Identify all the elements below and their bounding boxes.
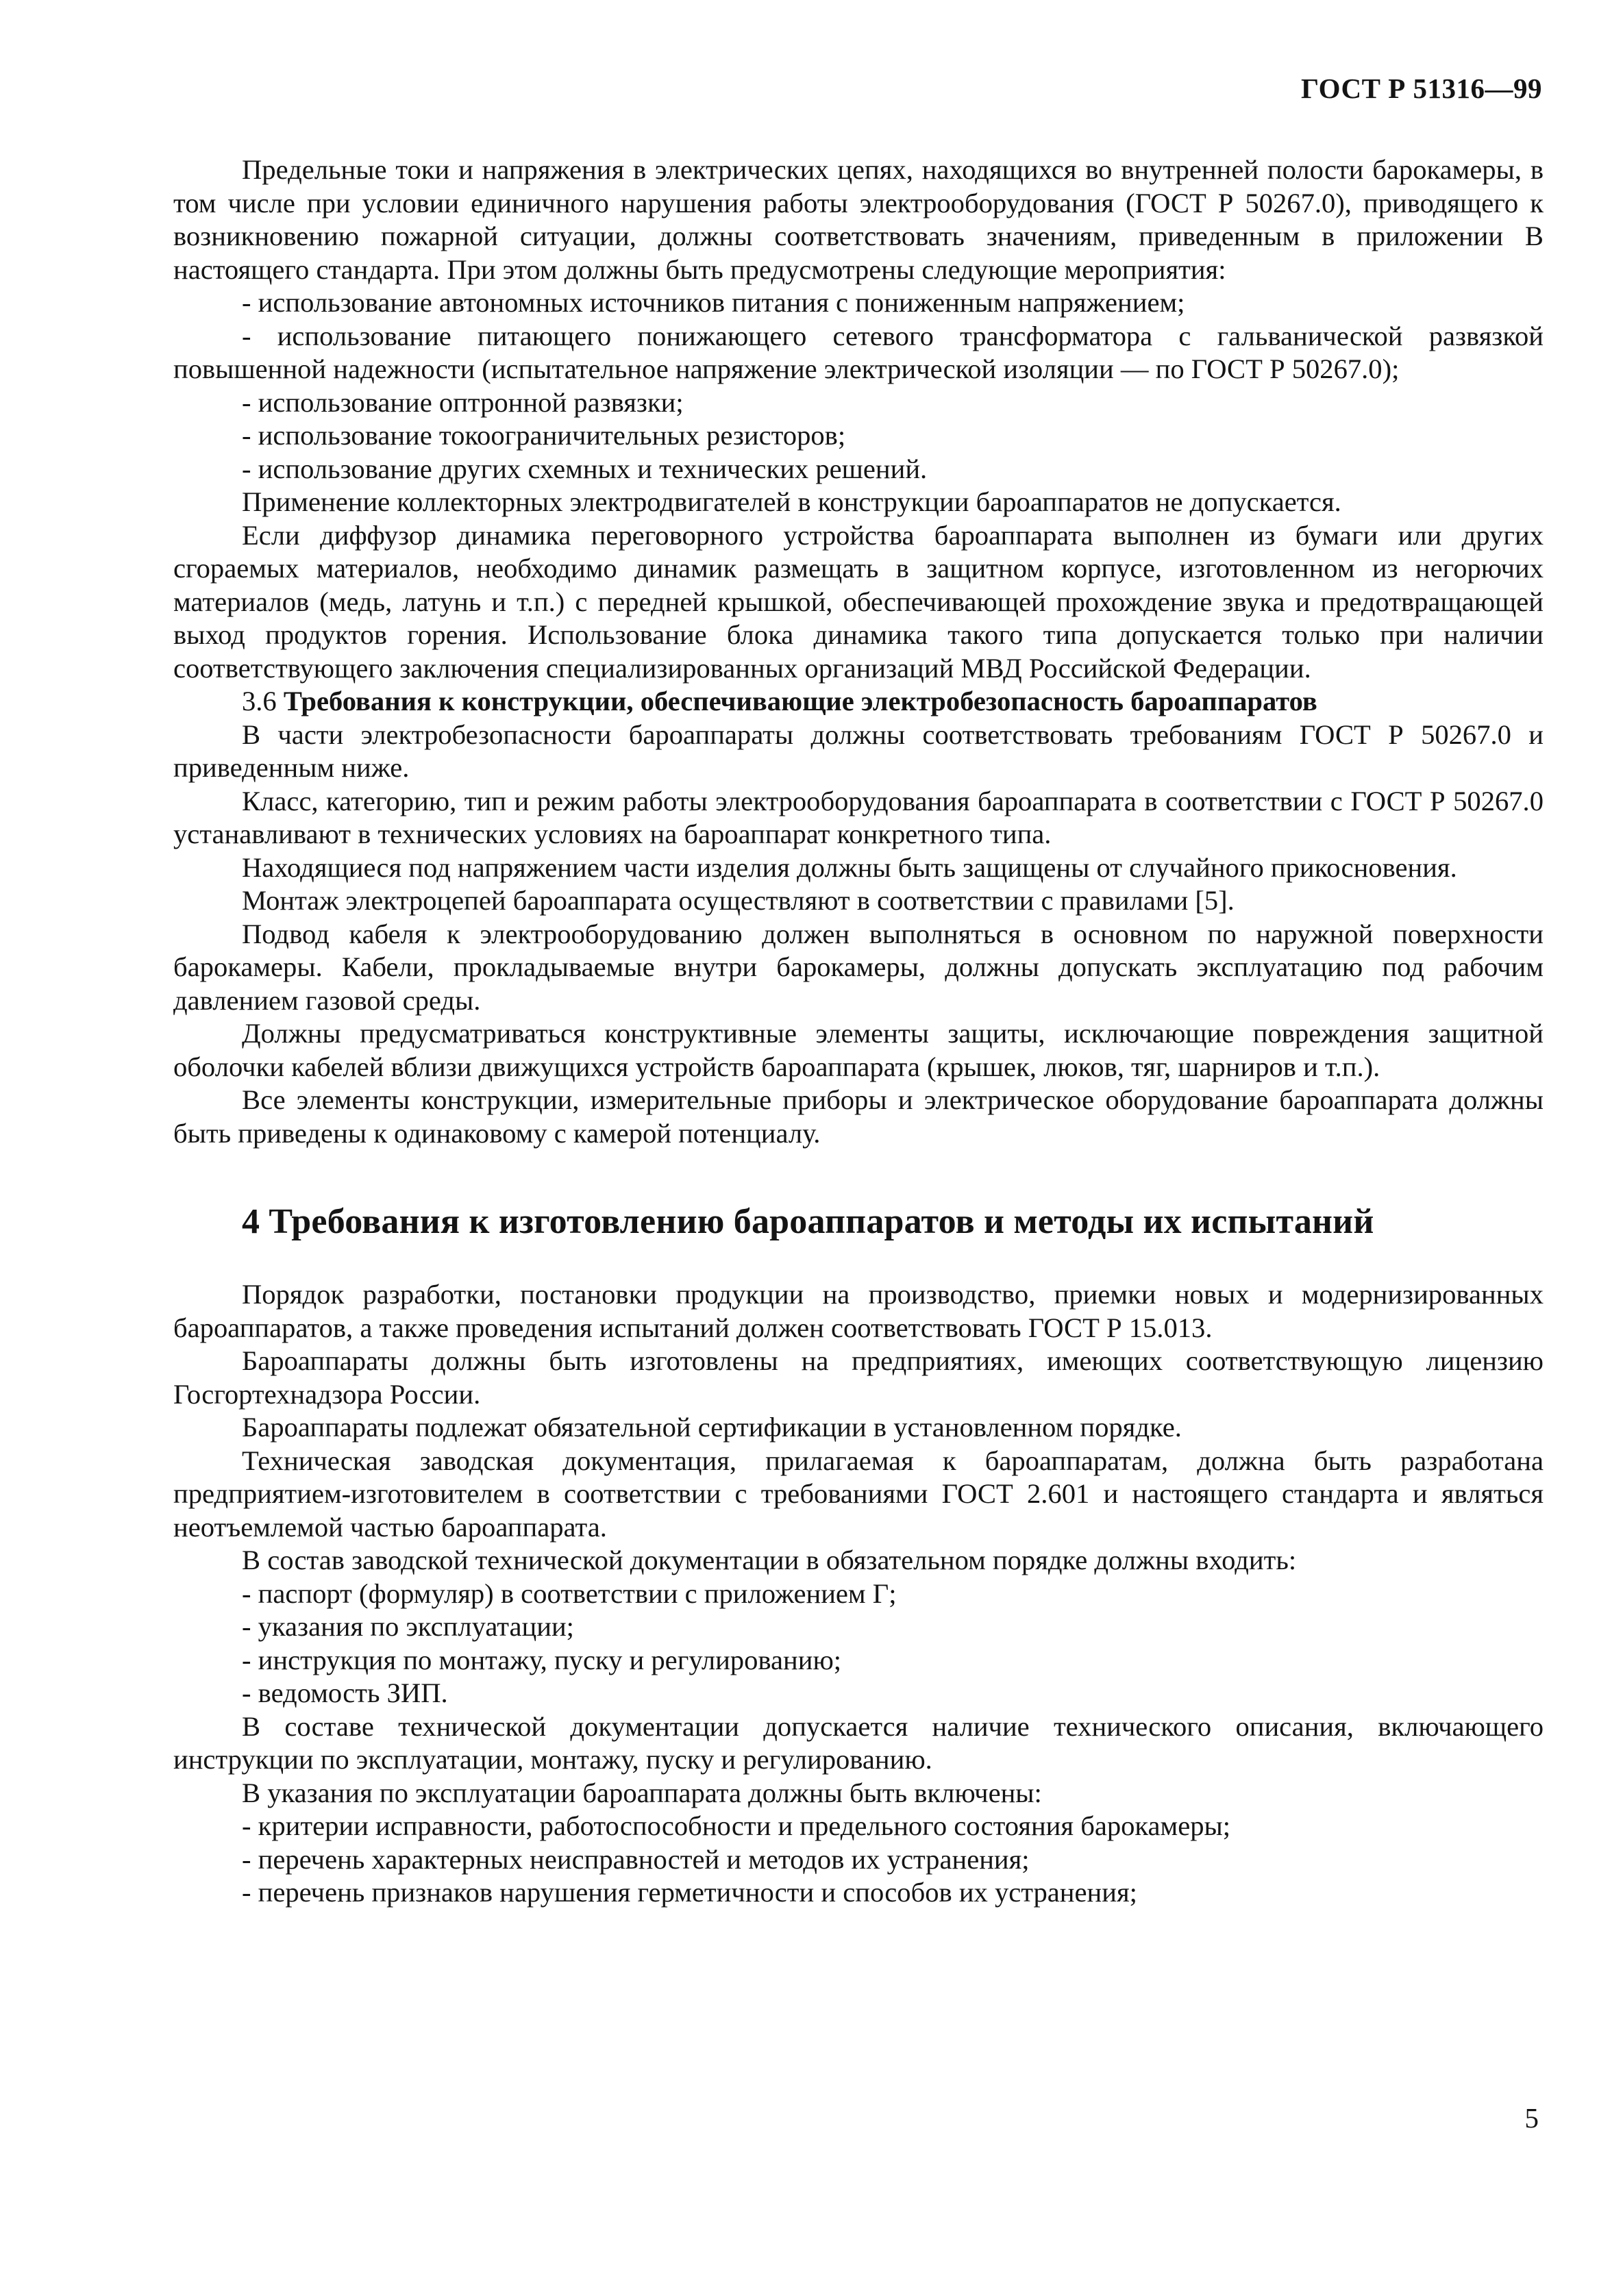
list-item: - использование токоограничительных резисторов; bbox=[242, 420, 846, 451]
list-item: - критерии исправности, работоспособности и предельного состояния барокамеры; bbox=[242, 1810, 1231, 1841]
subsection-heading bbox=[173, 685, 1544, 719]
paragraph: Порядок разработки, постановки продукции на производство, приемки новых и модернизированных бароаппаратов, а также проведения испытаний должен соответствовать ГОСТ Р 15.013. bbox=[173, 1279, 1544, 1343]
list-item: - перечень признаков нарушения герметичности и способов их устранения; bbox=[242, 1877, 1137, 1908]
list-item: - инструкция по монтажу, пуску и регулированию; bbox=[242, 1644, 842, 1675]
list-item: - перечень характерных неисправностей и методов их устранения; bbox=[242, 1843, 1030, 1875]
list-item: - использование питающего понижающего сетевого трансформатора с гальванической развязкой повышенной надежности (испытательное напряжение электрической изоляции — по ГОСТ Р 50267.0); bbox=[173, 320, 1544, 384]
paragraph: Бароаппараты должны быть изготовлены на предприятиях, имеющих соответствующую лицензию Госгортехнадзора России. bbox=[173, 1345, 1544, 1410]
paragraph: Должны предусматриваться конструктивные элементы защиты, исключающие повреждения защитной оболочки кабелей вблизи движущихся устройств бароаппарата (крышек, люков, тяг, шарниров и т.п.). bbox=[173, 1018, 1544, 1082]
list-item: - указания по эксплуатации; bbox=[242, 1611, 574, 1642]
page-body bbox=[173, 153, 1544, 1910]
paragraph: В указания по эксплуатации бароаппарата должны быть включены: bbox=[242, 1777, 1042, 1808]
paragraph: Техническая заводская документация, прилагаемая к бароаппаратам, должна быть разработана предприятием-изготовителем в соответствии с требованиями ГОСТ 2.601 и настоящего стандарта и являться неотъемлемой частью бароаппарата. bbox=[173, 1445, 1544, 1543]
paragraph: Монтаж электроцепей бароаппарата осуществляют в соответствии с правилами [5]. bbox=[242, 885, 1235, 916]
paragraph: Предельные токи и напряжения в электрических цепях, находящихся во внутренней полости барокамеры, в том числе при условии единичного нарушения работы электрооборудования (ГОСТ Р 50267.0), приводящего к возникновению пожарной ситуации, должны соответствовать значениям, приведенным в приложении В настоящего стандарта. При этом должны быть предусмотрены следующие мероприятия: bbox=[173, 154, 1544, 285]
paragraph: В составе технической документации допускается наличие технического описания, включающего инструкции по эксплуатации, монтажу, пуску и регулированию. bbox=[173, 1710, 1544, 1775]
list-item: - использование автономных источников питания с пониженным напряжением; bbox=[242, 287, 1185, 318]
paragraph: Применение коллекторных электродвигателей в конструкции бароаппаратов не допускается. bbox=[242, 486, 1341, 517]
paragraph: Класс, категорию, тип и режим работы электрооборудования бароаппарата в соответствии с ГОСТ Р 50267.0 устанавливают в технических условиях на бароаппарат конкретного типа. bbox=[173, 785, 1544, 849]
list-item: - паспорт (формуляр) в соответствии с приложением Г; bbox=[242, 1577, 897, 1609]
list-item: - использование других схемных и технических решений. bbox=[242, 453, 928, 484]
subsection-number: 3.6 bbox=[242, 686, 277, 716]
paragraph: Бароаппараты подлежат обязательной сертификации в установленном порядке. bbox=[242, 1412, 1182, 1443]
page-number: 5 bbox=[1524, 2102, 1539, 2134]
section-heading: 4 Требования к изготовлению бароаппаратов и методы их испытаний bbox=[242, 1202, 1374, 1241]
subsection-title: Требования к конструкции, обеспечивающие электробезопасность бароаппаратов bbox=[283, 686, 1317, 716]
paragraph: Если диффузор динамика переговорного устройства бароаппарата выполнен из бумаги или других сгораемых материалов, необходимо динамик размещать в защитном корпусе, изготовленном из негорючих материалов (медь, латунь и т.п.) с передней крышкой, обеспечивающей прохождение звука и предотвращающей выход продуктов горения. Использование блока динамика такого типа допускается только при наличии соответствующего заключения специализированных организаций МВД Российской Федерации. bbox=[173, 519, 1544, 684]
paragraph: Все элементы конструкции, измерительные приборы и электрическое оборудование бароаппарата должны быть приведены к одинаковому с камерой потенциалу. bbox=[173, 1084, 1544, 1149]
list-item: - ведомость ЗИП. bbox=[242, 1677, 448, 1708]
paragraph: Находящиеся под напряжением части изделия должны быть защищены от случайного прикосновения. bbox=[242, 851, 1457, 883]
paragraph: В части электробезопасности бароаппараты должны соответствовать требованиям ГОСТ Р 50267.0 и приведенным ниже. bbox=[173, 719, 1544, 783]
document-code-header: ГОСТ Р 51316—99 bbox=[1301, 73, 1542, 104]
list-item: - использование оптронной развязки; bbox=[242, 386, 684, 418]
paragraph: Подвод кабеля к электрооборудованию должен выполняться в основном по наружной поверхности барокамеры. Кабели, прокладываемые внутри барокамеры, должны допускать эксплуатацию под рабочим давлением газовой среды. bbox=[173, 918, 1544, 1016]
paragraph: В состав заводской технической документации в обязательном порядке должны входить: bbox=[242, 1545, 1297, 1575]
